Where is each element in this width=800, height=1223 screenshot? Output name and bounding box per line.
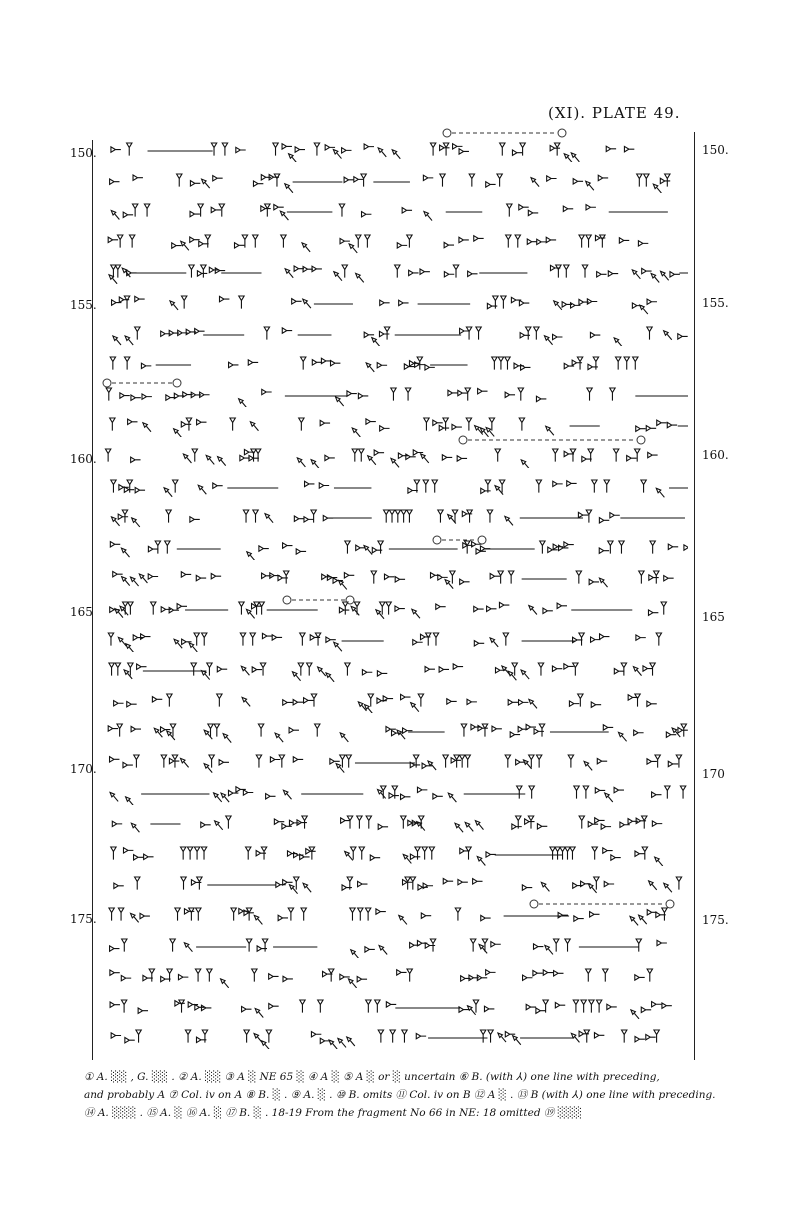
line-number-right-165: 165 <box>702 610 725 624</box>
cuneiform-line <box>100 415 688 437</box>
cuneiform-line <box>100 844 688 866</box>
cuneiform-line <box>100 691 688 713</box>
line-number-right-175: 175. <box>702 913 729 927</box>
line-number-left-175: 175. <box>70 912 97 926</box>
line-number-left-155: 155. <box>70 298 97 312</box>
cuneiform-line <box>100 813 688 835</box>
cuneiform-line <box>100 324 688 346</box>
line-number-left-165: 165 <box>70 605 93 619</box>
cuneiform-line <box>100 752 688 774</box>
line-number-left-170: 170. <box>70 762 97 776</box>
line-number-left-160: 160. <box>70 452 97 466</box>
line-number-right-160: 160. <box>702 448 729 462</box>
cuneiform-line <box>100 1027 688 1049</box>
cuneiform-line <box>100 507 688 529</box>
cuneiform-line <box>100 874 688 896</box>
line-number-right-150: 150. <box>702 143 729 157</box>
cuneiform-line <box>100 936 688 958</box>
cuneiform-line <box>100 201 688 223</box>
cuneiform-line <box>100 293 688 315</box>
cuneiform-line <box>100 171 688 193</box>
right-margin-rule <box>694 132 695 1060</box>
cuneiform-line <box>100 568 688 590</box>
cuneiform-line <box>100 630 688 652</box>
line-number-right-155: 155. <box>702 296 729 310</box>
footnote-line: and probably A ⑦ Col. iv on A ⑧ B. ░ . ⑨ A. ░ . ⑩ B. omits ⑪ Col. iv on B ⑫ A ░ . ⑬ B (with ⅄) one line with preceding. <box>84 1089 716 1101</box>
cuneiform-line <box>100 783 688 805</box>
cuneiform-line <box>100 538 688 560</box>
cuneiform-line <box>100 997 688 1019</box>
cuneiform-line <box>100 385 688 407</box>
cuneiform-line <box>100 905 688 927</box>
footnotes <box>84 1068 716 1122</box>
cuneiform-line <box>100 660 688 682</box>
footnote-line: ⑭ A. ░░░ . ⑮ A. ░ ⑯ A. ░ ⑰ B. ░ . 18-19 From the fragment No 66 in NE: 18 omitted ⑲ ░░░ <box>84 1107 582 1119</box>
cuneiform-line <box>100 966 688 988</box>
cuneiform-line <box>100 140 688 162</box>
line-number-left-150: 150. <box>70 146 97 160</box>
cuneiform-line <box>100 446 688 468</box>
cuneiform-line <box>100 721 688 743</box>
line-number-right-170: 170 <box>702 767 725 781</box>
cuneiform-line <box>100 599 688 621</box>
cuneiform-line <box>100 262 688 284</box>
plate-title: (XI). PLATE 49. <box>548 104 681 122</box>
cuneiform-line <box>100 354 688 376</box>
footnote-line: ① A. ░░ , G. ░░ . ② A. ░░ ③ A ░ NE 65 ░ ④ A ░ ⑤ A ░ or ░ uncertain ⑥ B. (with ⅄) one line with preceding, <box>84 1071 660 1083</box>
cuneiform-line <box>100 477 688 499</box>
cuneiform-line <box>100 232 688 254</box>
